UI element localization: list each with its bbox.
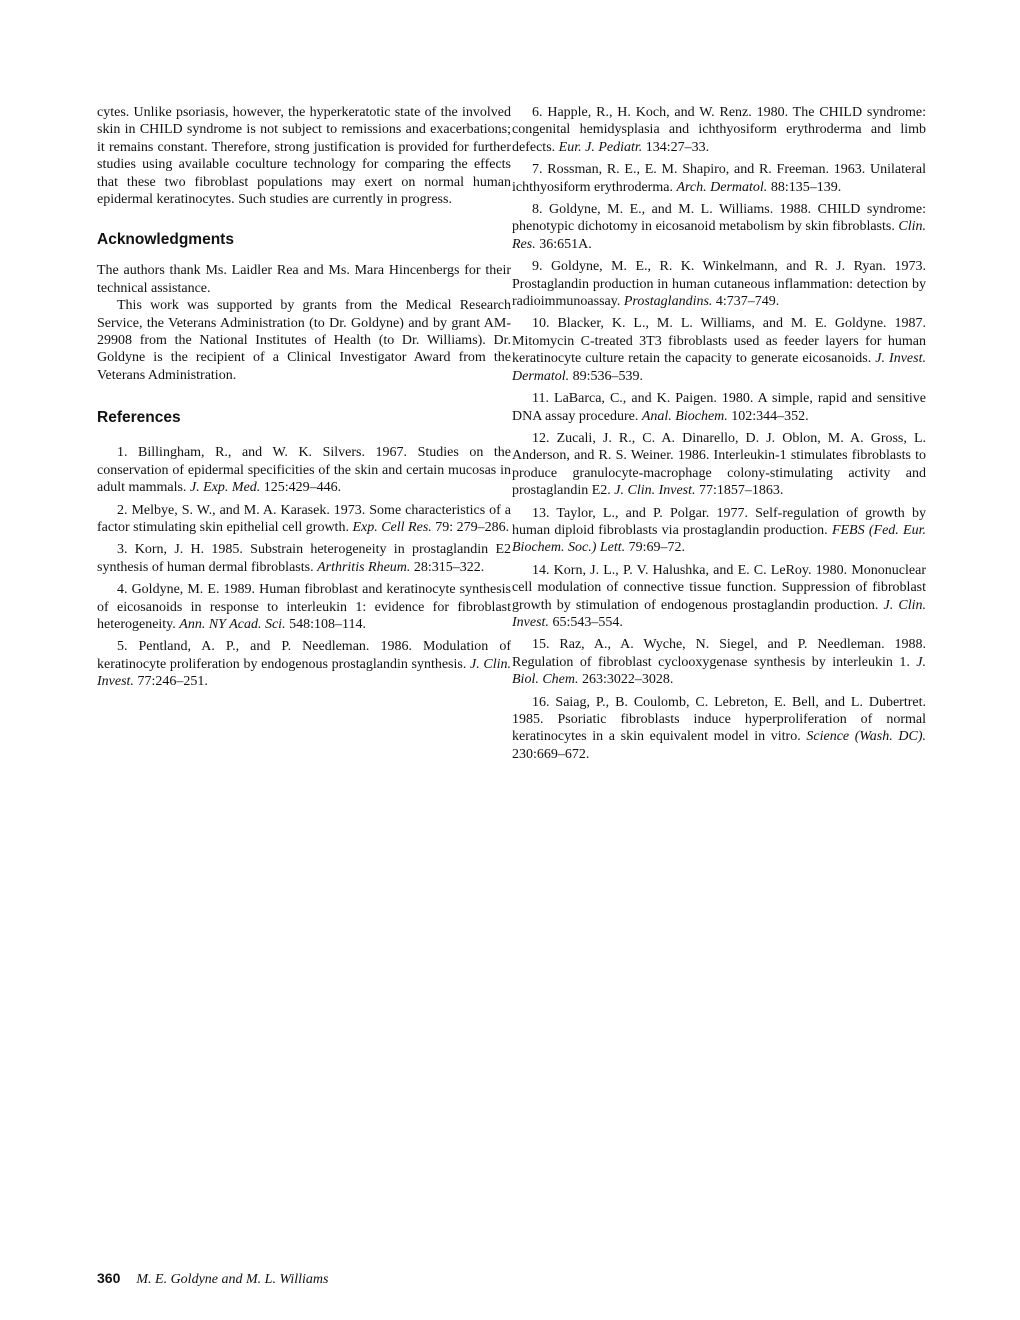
reference-citation: 88:135–139.: [767, 179, 842, 195]
running-head: M. E. Goldyne and M. L. Williams: [136, 1272, 329, 1287]
acknowledgments-heading: Acknowledgments: [97, 231, 234, 249]
reference-item: [512, 390, 926, 425]
reference-journal: J. Invest. Dermatol.: [512, 351, 926, 384]
reference-item: [512, 258, 926, 310]
reference-item: [97, 502, 511, 537]
reference-journal: Arch. Dermatol.: [676, 179, 768, 195]
reference-journal: Arthritis Rheum.: [317, 559, 411, 575]
reference-item: [97, 638, 511, 690]
reference-citation: 4:737–749.: [712, 294, 780, 310]
reference-citation: 36:651A.: [535, 236, 592, 252]
reference-text: 15. Raz, A., A. Wyche, N. Siegel, and P. Needleman. 1988. Regulation of fibroblast cyclooxygenase synthesis by interleukin 1.: [512, 637, 926, 670]
left-column: [97, 104, 511, 691]
reference-text: 11. LaBarca, C., and K. Paigen. 1980. A simple, rapid and sensitive DNA assay procedure.: [512, 391, 926, 424]
reference-item: [512, 505, 926, 557]
page-number: 360: [97, 1270, 121, 1286]
reference-journal: J. Clin. Invest.: [512, 597, 926, 630]
acknowledgments-paragraph-1: The authors thank Ms. Laidler Rea and Ms. Mara Hincenbergs for their technical assistance.: [97, 263, 511, 296]
page-footer: [97, 1270, 328, 1288]
reference-item: [512, 201, 926, 253]
reference-journal: Clin. Res.: [512, 219, 926, 252]
reference-list-left: [97, 444, 511, 690]
reference-citation: 77:246–251.: [133, 674, 208, 690]
reference-journal: J. Clin. Invest.: [97, 656, 511, 690]
reference-citation: 79:69–72.: [625, 540, 686, 556]
reference-item: [512, 636, 926, 688]
intro-paragraph: cytes. Unlike psoriasis, however, the hyperkeratotic state of the involved skin in CHILD syndrome is not subject to remissions and exacerbations; it remains constant. Therefore, strong justification is provided for further studies using available coculture technology for comparing the effects that these two fibroblast populations may exert on normal human epidermal keratinocytes. Such studies are currently in progress.: [97, 105, 511, 208]
reference-item: [97, 541, 511, 576]
reference-text: 6. Happle, R., H. Koch, and W. Renz. 1980. The CHILD syndrome: congenital hemidysplasia and ichthyosiform erythroderma and limb defects.: [512, 105, 926, 155]
reference-item: [512, 104, 926, 156]
reference-text: 13. Taylor, L., and P. Polgar. 1977. Self-regulation of growth by human diploid fibroblasts via prostaglandin production.: [512, 505, 926, 538]
reference-journal: Science (Wash. DC).: [806, 729, 927, 745]
reference-citation: 230:669–672.: [512, 746, 590, 762]
reference-citation: 89:536–539.: [569, 368, 644, 384]
reference-item: [512, 694, 926, 764]
reference-text: 1. Billingham, R., and W. K. Silvers. 1967. Studies on the conservation of epidermal specificities of the skin and certain mucosas in adult mammals.: [97, 445, 511, 496]
reference-journal: Eur. J. Pediatr.: [558, 139, 643, 155]
reference-item: [512, 161, 926, 196]
reference-citation: 134:27–33.: [642, 139, 710, 155]
reference-text: 5. Pentland, A. P., and P. Needleman. 1986. Modulation of keratinocyte proliferation by endogenous prostaglandin synthesis.: [97, 639, 511, 672]
reference-text: 8. Goldyne, M. E., and M. L. Williams. 1988. CHILD syndrome: phenotypic dichotomy in eicosanoid metabolism by skin fibroblasts.: [512, 202, 926, 235]
reference-journal: Ann. NY Acad. Sci.: [179, 616, 286, 632]
reference-list-right: [512, 104, 926, 763]
reference-text: 12. Zucali, J. R., C. A. Dinarello, D. J. Oblon, M. A. Gross, L. Anderson, and R. S. Weiner. 1986. Interleukin-1 stimulates fibroblasts to produce granulocyte-macrophage colony-stimulating activity and prostaglandin E2.: [512, 430, 926, 499]
reference-journal: FEBS (Fed. Eur. Biochem. Soc.) Lett.: [512, 522, 926, 556]
reference-text: 10. Blacker, K. L., M. L. Williams, and M. E. Goldyne. 1987. Mitomycin C-treated 3T3 fibroblasts used as feeder layers for human keratinocyte culture retain the capacity to generate eicosanoids.: [512, 316, 926, 367]
reference-item: [512, 562, 926, 632]
reference-citation: 79: 279–286.: [431, 519, 510, 535]
reference-journal: Anal. Biochem.: [641, 408, 728, 424]
reference-journal: J. Exp. Med.: [189, 480, 261, 496]
right-column: [512, 104, 926, 763]
reference-text: 4. Goldyne, M. E. 1989. Human fibroblast and keratinocyte synthesis of eicosanoids in response to interleukin 1: evidence for fibroblast heterogeneity.: [97, 582, 511, 632]
reference-journal: J. Clin. Invest.: [614, 483, 696, 499]
reference-citation: 548:108–114.: [285, 616, 366, 632]
reference-text: 14. Korn, J. L., P. V. Halushka, and E. C. LeRoy. 1980. Mononuclear cell modulation of connective tissue function. Suppression of fibroblast growth by stimulation of endogenous prostaglandin production.: [512, 562, 926, 613]
reference-journal: Exp. Cell Res.: [352, 519, 432, 535]
reference-text: 2. Melbye, S. W., and M. A. Karasek. 1973. Some characteristics of a factor stimulating skin epithelial cell growth.: [97, 502, 511, 535]
acknowledgments-paragraph-2: This work was supported by grants from the Medical Research Service, the Veterans Administration (to Dr. Goldyne) and by grant AM-29908 from the National Institutes of Health (to Dr. Williams). Dr. Goldyne is the recipient of a Clinical Investigator Award from the Veterans Administration.: [97, 298, 511, 383]
reference-citation: 102:344–352.: [727, 408, 809, 424]
reference-citation: 263:3022–3028.: [578, 672, 674, 688]
references-heading: References: [97, 409, 181, 427]
reference-item: [512, 315, 926, 385]
reference-text: 7. Rossman, R. E., E. M. Shapiro, and R. Freeman. 1963. Unilateral ichthyosiform erythroderma.: [512, 162, 926, 195]
reference-text: 9. Goldyne, M. E., R. K. Winkelmann, and R. J. Ryan. 1973. Prostaglandin production in human cutaneous inflammation: detection by radioimmunoassay.: [512, 259, 926, 310]
reference-citation: 65:543–554.: [548, 614, 623, 630]
reference-journal: Prostaglandins.: [623, 294, 713, 310]
reference-item: [97, 444, 511, 496]
reference-text: 16. Saiag, P., B. Coulomb, C. Lebreton, E. Bell, and L. Dubertret. 1985. Psoriatic fibroblasts induce hyperproliferation of normal keratinocytes in a skin equivalent model in vitro.: [512, 694, 926, 745]
reference-item: [512, 430, 926, 500]
reference-citation: 28:315–322.: [410, 559, 485, 575]
reference-citation: 77:1857–1863.: [695, 483, 784, 499]
reference-citation: 125:429–446.: [260, 480, 342, 496]
reference-item: [97, 581, 511, 633]
reference-journal: J. Biol. Chem.: [512, 654, 926, 688]
reference-text: 3. Korn, J. H. 1985. Substrain heterogeneity in prostaglandin E2 synthesis of human dermal fibroblasts.: [97, 542, 511, 575]
